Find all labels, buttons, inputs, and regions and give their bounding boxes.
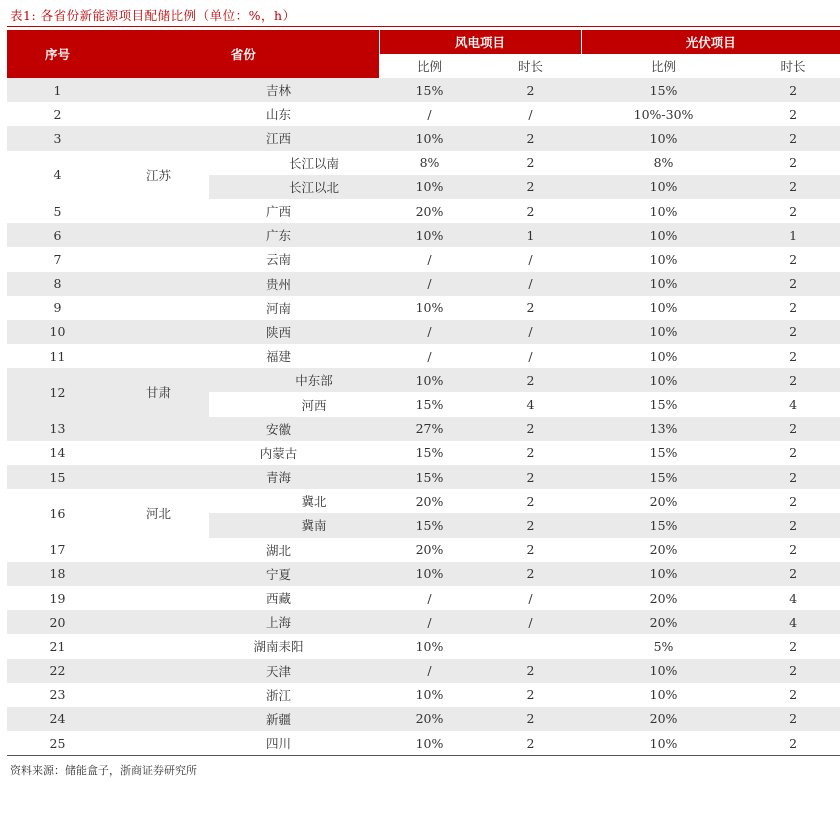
province-cell: 湖南耒阳 [253, 639, 304, 655]
wind-ratio-cell: / [379, 659, 480, 683]
solar-ratio-cell: 10% [649, 300, 678, 316]
table-row [7, 489, 840, 513]
table-row [7, 683, 840, 707]
seq-cell: 17 [49, 542, 66, 558]
solar-duration-cell: 2 [789, 542, 798, 558]
solar-duration-cell: 2 [746, 78, 840, 102]
wind-ratio-cell: 15% [379, 78, 480, 102]
wind-duration-cell: 2 [480, 417, 581, 441]
wind-duration-cell: / [528, 251, 533, 267]
seq-cell: 4 [7, 151, 108, 199]
table-row [7, 707, 840, 731]
province-cell: 广西 [266, 204, 292, 220]
solar-duration-cell: 2 [746, 465, 840, 489]
solar-ratio-cell: 10% [581, 126, 746, 150]
solar-ratio-cell: 10% [581, 272, 746, 296]
province-cell: 贵州 [108, 272, 379, 296]
wind-duration-cell: / [480, 272, 581, 296]
table-row [7, 247, 840, 271]
wind-duration-cell: 2 [526, 203, 535, 219]
province-cell: 湖北 [266, 542, 292, 558]
solar-duration-cell: 2 [789, 687, 798, 703]
wind-ratio-cell: / [427, 251, 432, 267]
seq-cell: 2 [53, 106, 62, 122]
province-cell: 西藏 [266, 591, 292, 607]
solar-duration-cell: 1 [746, 223, 840, 247]
wind-duration-cell: 2 [526, 155, 535, 171]
solar-duration-cell: 2 [789, 300, 798, 316]
solar-ratio-header: 比例 [581, 54, 746, 78]
wind-duration-header: 时长 [480, 54, 581, 78]
solar-duration-cell: 2 [746, 659, 840, 683]
wind-duration-cell: / [480, 320, 581, 344]
wind-duration-cell: 2 [480, 175, 581, 199]
table-row [7, 78, 840, 102]
seq-cell: 1 [7, 78, 108, 102]
solar-ratio-cell: 15% [581, 78, 746, 102]
table-row [7, 441, 840, 465]
solar-duration-header: 时长 [746, 54, 840, 78]
wind-duration-cell: 2 [480, 513, 581, 537]
table-row [7, 368, 840, 392]
solar-duration-cell: 4 [746, 610, 840, 634]
solar-ratio-cell: 10% [581, 223, 746, 247]
province-cell: 河北 [108, 489, 209, 537]
solar-ratio-cell: 20% [581, 707, 746, 731]
wind-duration-cell: 2 [480, 562, 581, 586]
solar-ratio-cell: 10% [581, 659, 746, 683]
wind-duration-cell: 2 [480, 368, 581, 392]
province-cell: 广东 [108, 223, 379, 247]
province-cell: 天津 [108, 659, 379, 683]
seq-cell: 24 [7, 707, 108, 731]
solar-duration-cell: 2 [746, 272, 840, 296]
seq-cell: 18 [7, 562, 108, 586]
wind-duration-cell: 2 [526, 493, 535, 509]
seq-cell: 3 [7, 126, 108, 150]
table-row [7, 465, 840, 489]
solar-duration-cell: 2 [746, 562, 840, 586]
wind-duration-cell: / [528, 348, 533, 364]
table-row [7, 320, 840, 344]
seq-cell: 8 [7, 272, 108, 296]
seq-cell: 16 [7, 489, 108, 537]
wind-ratio-cell: 15% [415, 397, 444, 413]
table-row [7, 586, 840, 610]
wind-ratio-cell: 20% [415, 542, 444, 558]
solar-ratio-cell: 15% [581, 513, 746, 537]
table-row [7, 102, 840, 126]
province-cell: 江西 [108, 126, 379, 150]
solar-duration-cell: 4 [789, 397, 798, 413]
wind-duration-cell: 2 [480, 707, 581, 731]
table-row [7, 272, 840, 296]
solar-ratio-cell: 10% [581, 175, 746, 199]
solar-duration-cell: 2 [746, 368, 840, 392]
wind-ratio-cell: 15% [379, 465, 480, 489]
solar-ratio-cell: 10% [649, 687, 678, 703]
wind-ratio-cell: 20% [379, 707, 480, 731]
wind-duration-cell: 2 [480, 126, 581, 150]
wind-duration-cell: 2 [480, 465, 581, 489]
wind-duration-cell: 2 [480, 659, 581, 683]
province-cell: 甘肃 [108, 368, 209, 416]
seq-cell: 10 [7, 320, 108, 344]
wind-duration-cell: 2 [526, 687, 535, 703]
province-cell: 宁夏 [108, 562, 379, 586]
solar-duration-cell: 2 [746, 175, 840, 199]
subregion-cell: 中东部 [209, 368, 379, 392]
wind-ratio-cell: 27% [379, 417, 480, 441]
solar-ratio-cell: 20% [649, 590, 678, 606]
solar-duration-cell: 2 [746, 731, 840, 756]
wind-duration-cell: / [480, 610, 581, 634]
province-cell: 上海 [108, 610, 379, 634]
solar-ratio-cell: 20% [581, 610, 746, 634]
solar-ratio-cell: 5% [653, 638, 674, 654]
table-row [7, 223, 840, 247]
solar-ratio-cell: 13% [581, 417, 746, 441]
solar-header: 光伏项目 [581, 30, 840, 54]
source-note: 资料来源：储能盒子，浙商证券研究所 [10, 764, 197, 777]
seq-cell: 9 [53, 300, 62, 316]
wind-ratio-cell: / [427, 348, 432, 364]
province-cell: 云南 [266, 252, 292, 268]
wind-duration-cell: 2 [480, 731, 581, 756]
solar-ratio-cell: 10% [649, 203, 678, 219]
province-cell: 四川 [108, 731, 379, 756]
wind-ratio-cell: / [379, 610, 480, 634]
wind-ratio-cell: 10% [379, 368, 480, 392]
solar-ratio-cell: 20% [649, 493, 678, 509]
solar-ratio-cell: 8% [653, 155, 674, 171]
solar-duration-cell: 2 [789, 203, 798, 219]
wind-header: 风电项目 [379, 30, 581, 54]
wind-duration-cell: 2 [526, 542, 535, 558]
province-cell: 新疆 [108, 707, 379, 731]
province-cell: 青海 [108, 465, 379, 489]
subregion-cell: 长江以北 [209, 175, 379, 199]
province-cell: 内蒙古 [259, 445, 298, 461]
solar-ratio-cell: 10% [581, 368, 746, 392]
wind-ratio-header: 比例 [379, 54, 480, 78]
wind-duration-cell: 2 [526, 300, 535, 316]
solar-duration-cell: 2 [789, 251, 798, 267]
province-cell: 山东 [266, 107, 292, 123]
solar-duration-cell: 2 [789, 445, 798, 461]
table-caption: 表1: 各省份新能源项目配储比例（单位：%，h） [10, 8, 296, 23]
wind-duration-cell: / [528, 106, 533, 122]
wind-duration-cell: 1 [480, 223, 581, 247]
province-cell: 江苏 [108, 151, 209, 199]
solar-ratio-cell: 10% [649, 348, 678, 364]
subregion-cell: 冀北 [301, 494, 327, 510]
province-header: 省份 [108, 30, 379, 78]
wind-ratio-cell: 10% [415, 687, 444, 703]
solar-duration-cell: 2 [789, 638, 798, 654]
solar-duration-cell: 2 [746, 707, 840, 731]
province-cell: 陕西 [108, 320, 379, 344]
table-row [7, 610, 840, 634]
table-row [7, 126, 840, 150]
solar-ratio-cell: 15% [581, 465, 746, 489]
solar-duration-cell: 2 [789, 348, 798, 364]
wind-ratio-cell: 15% [415, 445, 444, 461]
wind-ratio-cell: 15% [379, 513, 480, 537]
solar-ratio-cell: 15% [649, 397, 678, 413]
seq-cell: 12 [7, 368, 108, 416]
solar-ratio-cell: 10% [581, 731, 746, 756]
wind-ratio-cell: 8% [419, 155, 440, 171]
table-row [7, 151, 840, 175]
wind-ratio-cell: 10% [379, 175, 480, 199]
solar-ratio-cell: 10%-30% [633, 106, 694, 122]
table-row [7, 344, 840, 368]
table-row [7, 562, 840, 586]
solar-ratio-cell: 10% [581, 562, 746, 586]
wind-duration-cell: 2 [526, 445, 535, 461]
solar-ratio-cell: 10% [649, 251, 678, 267]
wind-ratio-cell: 10% [379, 223, 480, 247]
solar-duration-cell: 2 [789, 493, 798, 509]
seq-cell: 25 [7, 731, 108, 756]
seq-cell: 11 [49, 348, 66, 364]
seq-cell: 14 [49, 445, 66, 461]
subregion-cell: 河西 [301, 397, 327, 413]
table-row [7, 731, 840, 756]
solar-ratio-cell: 20% [649, 542, 678, 558]
wind-duration-cell: 4 [526, 397, 535, 413]
caption-rule [7, 26, 840, 27]
solar-duration-cell: 2 [789, 155, 798, 171]
subregion-cell: 长江以南 [289, 155, 340, 171]
seq-cell: 23 [49, 687, 66, 703]
solar-ratio-cell: 15% [649, 445, 678, 461]
wind-ratio-cell: / [427, 106, 432, 122]
solar-duration-cell: 2 [746, 126, 840, 150]
seq-header: 序号 [7, 30, 108, 78]
wind-ratio-cell: 20% [415, 203, 444, 219]
wind-ratio-cell: 10% [379, 126, 480, 150]
table-body [7, 78, 840, 756]
seq-cell: 20 [7, 610, 108, 634]
wind-duration-cell: 2 [480, 78, 581, 102]
seq-cell: 22 [7, 659, 108, 683]
seq-cell: 6 [7, 223, 108, 247]
seq-cell: 7 [53, 251, 62, 267]
wind-ratio-cell: / [427, 590, 432, 606]
solar-duration-cell: 2 [746, 417, 840, 441]
seq-cell: 13 [7, 417, 108, 441]
solar-duration-cell: 2 [746, 513, 840, 537]
solar-duration-cell: 2 [789, 106, 798, 122]
wind-ratio-cell: 10% [379, 562, 480, 586]
table-row [7, 538, 840, 562]
province-cell: 安徽 [108, 417, 379, 441]
province-cell: 吉林 [108, 78, 379, 102]
table-row [7, 659, 840, 683]
table-row [7, 199, 840, 223]
storage-ratio-table [7, 30, 840, 756]
solar-duration-cell: 4 [789, 590, 798, 606]
wind-ratio-cell: 20% [415, 493, 444, 509]
wind-ratio-cell: 10% [379, 731, 480, 756]
wind-duration-cell [480, 634, 581, 658]
table-row [7, 296, 840, 320]
province-cell: 河南 [266, 300, 292, 316]
wind-ratio-cell: 10% [415, 300, 444, 316]
seq-cell: 5 [53, 203, 62, 219]
wind-ratio-cell: 10% [415, 638, 444, 654]
province-cell: 福建 [266, 349, 292, 365]
seq-cell: 15 [7, 465, 108, 489]
seq-cell: 21 [49, 638, 66, 654]
wind-ratio-cell: / [379, 272, 480, 296]
wind-duration-cell: / [528, 590, 533, 606]
wind-ratio-cell: / [379, 320, 480, 344]
subregion-cell: 冀南 [209, 513, 379, 537]
solar-duration-cell: 2 [746, 320, 840, 344]
province-cell: 浙江 [266, 687, 292, 703]
solar-ratio-cell: 10% [581, 320, 746, 344]
seq-cell: 19 [49, 590, 66, 606]
table-row [7, 634, 840, 658]
table-row [7, 417, 840, 441]
